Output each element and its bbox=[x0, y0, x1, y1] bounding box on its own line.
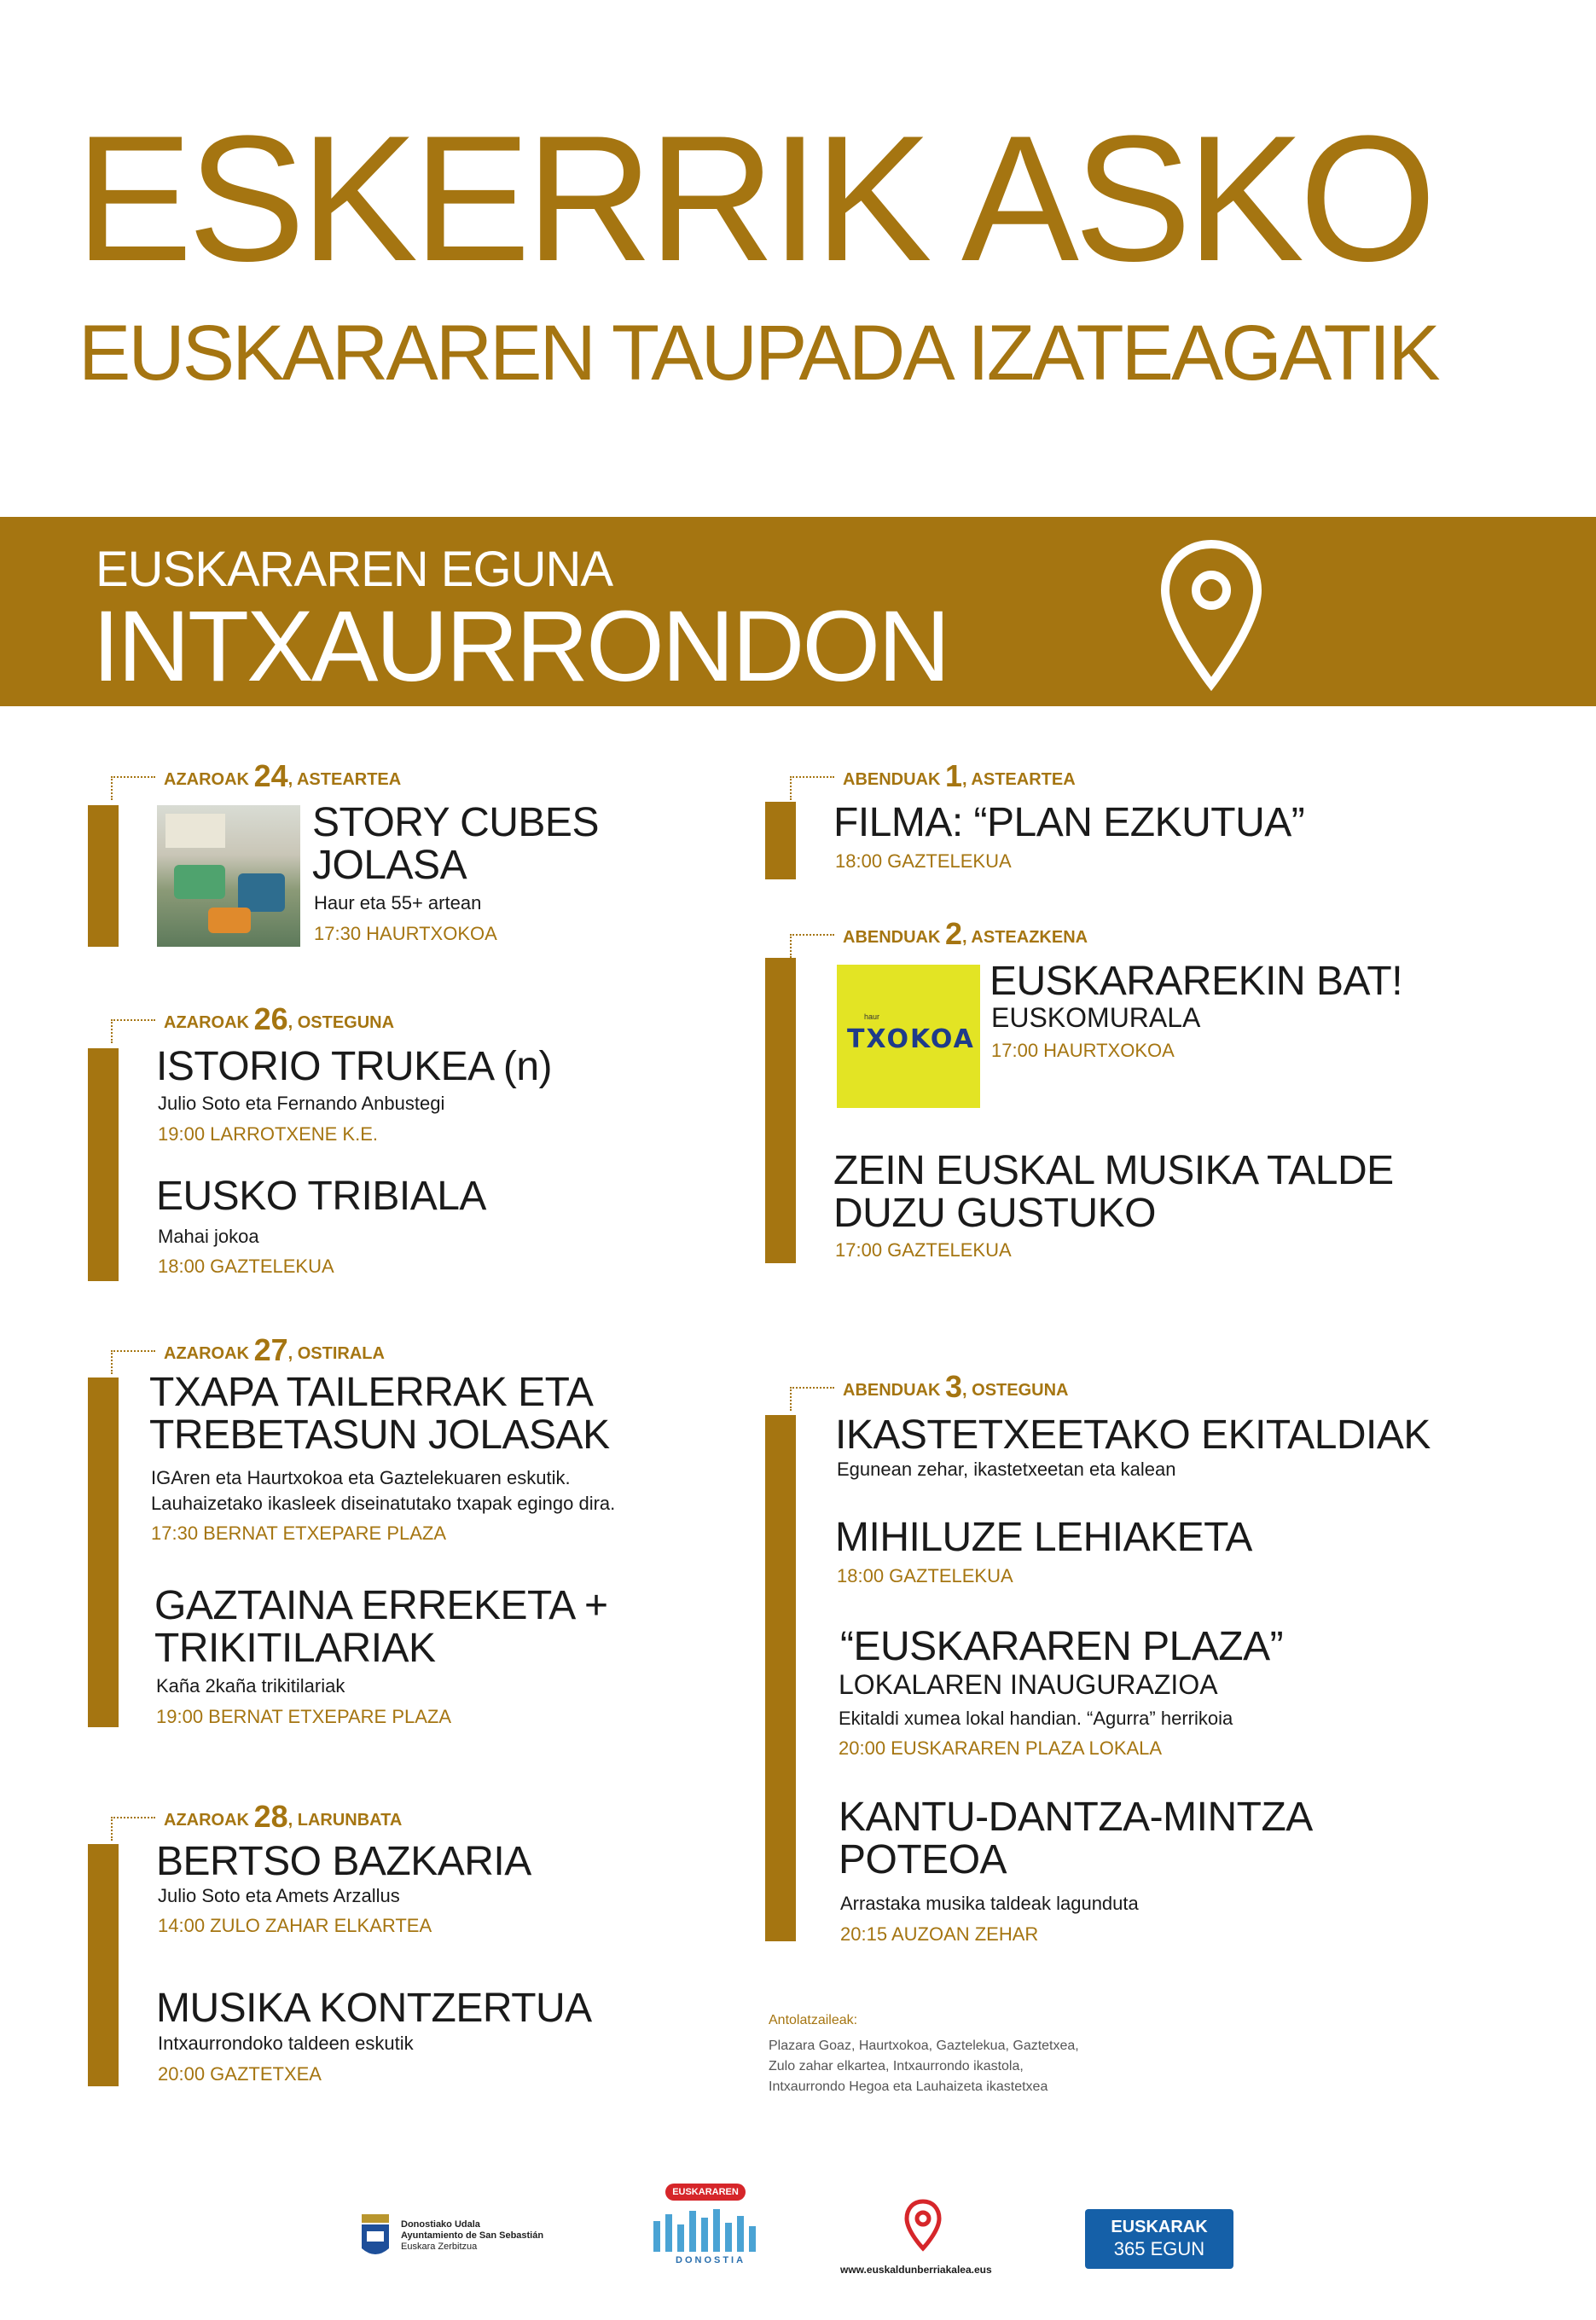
event-title: FILMA: “PLAN EZKUTUA” bbox=[833, 800, 1305, 845]
event-desc: Arrastaka musika taldeak lagunduta bbox=[840, 1893, 1139, 1914]
event-time: 17:30 BERNAT ETXEPARE PLAZA bbox=[151, 1522, 447, 1544]
event-desc: IGAren eta Haurtxokoa eta Gaztelekuaren eskutik. bbox=[151, 1467, 571, 1488]
event-time: 19:00 BERNAT ETXEPARE PLAZA bbox=[156, 1706, 452, 1727]
event-title: ZEIN EUSKAL MUSIKA TALDE bbox=[833, 1148, 1394, 1193]
day-bar bbox=[765, 1415, 796, 1941]
event-desc: Ekitaldi xumea lokal handian. “Agurra” herrikoia bbox=[839, 1708, 1233, 1729]
event-title: DUZU GUSTUKO bbox=[833, 1191, 1156, 1236]
day-bar bbox=[765, 958, 796, 1263]
event-time: 20:15 AUZOAN ZEHAR bbox=[840, 1923, 1039, 1945]
day-bar bbox=[88, 1378, 119, 1727]
story-cubes-photo bbox=[157, 805, 300, 947]
event-time: 18:00 GAZTELEKUA bbox=[158, 1256, 334, 1277]
date-label: ABENDUAK 3, OSTEGUNA bbox=[790, 1370, 1131, 1404]
event-desc: Kaña 2kaña trikitilariak bbox=[156, 1675, 345, 1696]
event-subtitle: LOKALAREN INAUGURAZIOA bbox=[839, 1669, 1218, 1700]
event-desc: Intxaurrondoko taldeen eskutik bbox=[158, 2033, 414, 2054]
band-small-title: EUSKARAREN EGUNA bbox=[96, 542, 613, 597]
date-label: AZAROAK 24, ASTEARTEA bbox=[111, 759, 452, 793]
euskararen-donostia-logo: EUSKARAREN DONOSTIA bbox=[647, 2184, 764, 2269]
event-title: KANTU-DANTZA-MINTZA bbox=[839, 1795, 1313, 1840]
day-bar bbox=[88, 1048, 119, 1281]
event-desc: Julio Soto eta Amets Arzallus bbox=[158, 1885, 400, 1906]
event-desc: Lauhaizetako ikasleek diseinatutako txapak egingo dira. bbox=[151, 1493, 616, 1514]
event-title: BERTSO BAZKARIA bbox=[156, 1839, 531, 1884]
city-shield-logo bbox=[358, 2209, 392, 2262]
event-title: TXAPA TAILERRAK ETA bbox=[149, 1370, 594, 1415]
event-title: TREBETASUN JOLASAK bbox=[149, 1412, 610, 1458]
event-title: “EUSKARAREN PLAZA” bbox=[840, 1624, 1284, 1669]
organizers-line: Zulo zahar elkartea, Intxaurrondo ikastola, bbox=[769, 2059, 1024, 2074]
event-time: 17:00 HAURTXOKOA bbox=[991, 1040, 1175, 1061]
organizers-line: Plazara Goaz, Haurtxokoa, Gaztelekua, Gaztetxea, bbox=[769, 2039, 1079, 2053]
date-label: AZAROAK 28, LARUNBATA bbox=[111, 1800, 452, 1834]
event-time: 20:00 GAZTETXEA bbox=[158, 2063, 322, 2085]
event-time: 14:00 ZULO ZAHAR ELKARTEA bbox=[158, 1915, 432, 1936]
haurtxokoa-logo: haur TXOKOA bbox=[837, 965, 980, 1108]
event-title: MUSIKA KONTZERTUA bbox=[156, 1986, 592, 2031]
event-time: 20:00 EUSKARAREN PLAZA LOKALA bbox=[839, 1737, 1163, 1759]
event-title: ISTORIO TRUKEA (n) bbox=[156, 1044, 552, 1089]
event-title: STORY CUBES bbox=[312, 800, 599, 845]
event-time: 17:00 GAZTELEKUA bbox=[835, 1239, 1012, 1261]
band-big-title: INTXAURRONDON bbox=[92, 590, 949, 703]
location-pin-icon bbox=[1160, 539, 1262, 691]
event-title: POTEOA bbox=[839, 1837, 1007, 1882]
date-label: AZAROAK 27, OSTIRALA bbox=[111, 1333, 452, 1367]
event-subtitle: EUSKOMURALA bbox=[991, 1002, 1201, 1033]
day-bar bbox=[765, 802, 796, 879]
poster-subtitle: EUSKARAREN TAUPADA IZATEAGATIK bbox=[78, 310, 1438, 397]
event-title: TRIKITILARIAK bbox=[154, 1626, 436, 1671]
event-time: 18:00 GAZTELEKUA bbox=[835, 850, 1012, 872]
event-desc: Egunean zehar, ikastetxeetan eta kalean bbox=[837, 1459, 1176, 1480]
event-time: 18:00 GAZTELEKUA bbox=[837, 1565, 1013, 1586]
event-desc: Julio Soto eta Fernando Anbustegi bbox=[158, 1093, 445, 1114]
poster-title: ESKERRIK ASKO bbox=[75, 98, 1432, 299]
event-title: JOLASA bbox=[312, 843, 467, 888]
event-desc: Mahai jokoa bbox=[158, 1226, 259, 1247]
day-bar bbox=[88, 805, 119, 947]
event-time: 19:00 LARROTXENE K.E. bbox=[158, 1123, 378, 1145]
date-label: ABENDUAK 1, ASTEARTEA bbox=[790, 759, 1131, 793]
day-bar bbox=[88, 1844, 119, 2086]
event-title: MIHILUZE LEHIAKETA bbox=[835, 1515, 1252, 1560]
event-time: 17:30 HAURTXOKOA bbox=[314, 923, 497, 944]
event-title: EUSKARAREKIN BAT! bbox=[990, 959, 1403, 1004]
event-title: EUSKO TRIBIALA bbox=[156, 1174, 486, 1219]
date-label: ABENDUAK 2, ASTEAZKENA bbox=[790, 917, 1131, 951]
website-url[interactable]: www.euskaldunberriakalea.eus bbox=[840, 2264, 992, 2276]
euskarak-365-badge: EUSKARAK 365 EGUN bbox=[1085, 2209, 1233, 2269]
city-council-text: Donostiako Udala Ayuntamiento de San Sebastián Euskara Zerbitzua bbox=[401, 2219, 544, 2252]
event-title: IKASTETXEETAKO EKITALDIAK bbox=[835, 1412, 1431, 1458]
event-desc: Haur eta 55+ artean bbox=[314, 892, 482, 914]
map-pin-icon bbox=[904, 2199, 942, 2252]
date-label: AZAROAK 26, OSTEGUNA bbox=[111, 1002, 452, 1036]
organizers-line: Intxaurrondo Hegoa eta Lauhaizeta ikastetxea bbox=[769, 2079, 1048, 2094]
event-title: GAZTAINA ERREKETA + bbox=[154, 1583, 608, 1628]
organizers-title: Antolatzaileak: bbox=[769, 2013, 858, 2027]
